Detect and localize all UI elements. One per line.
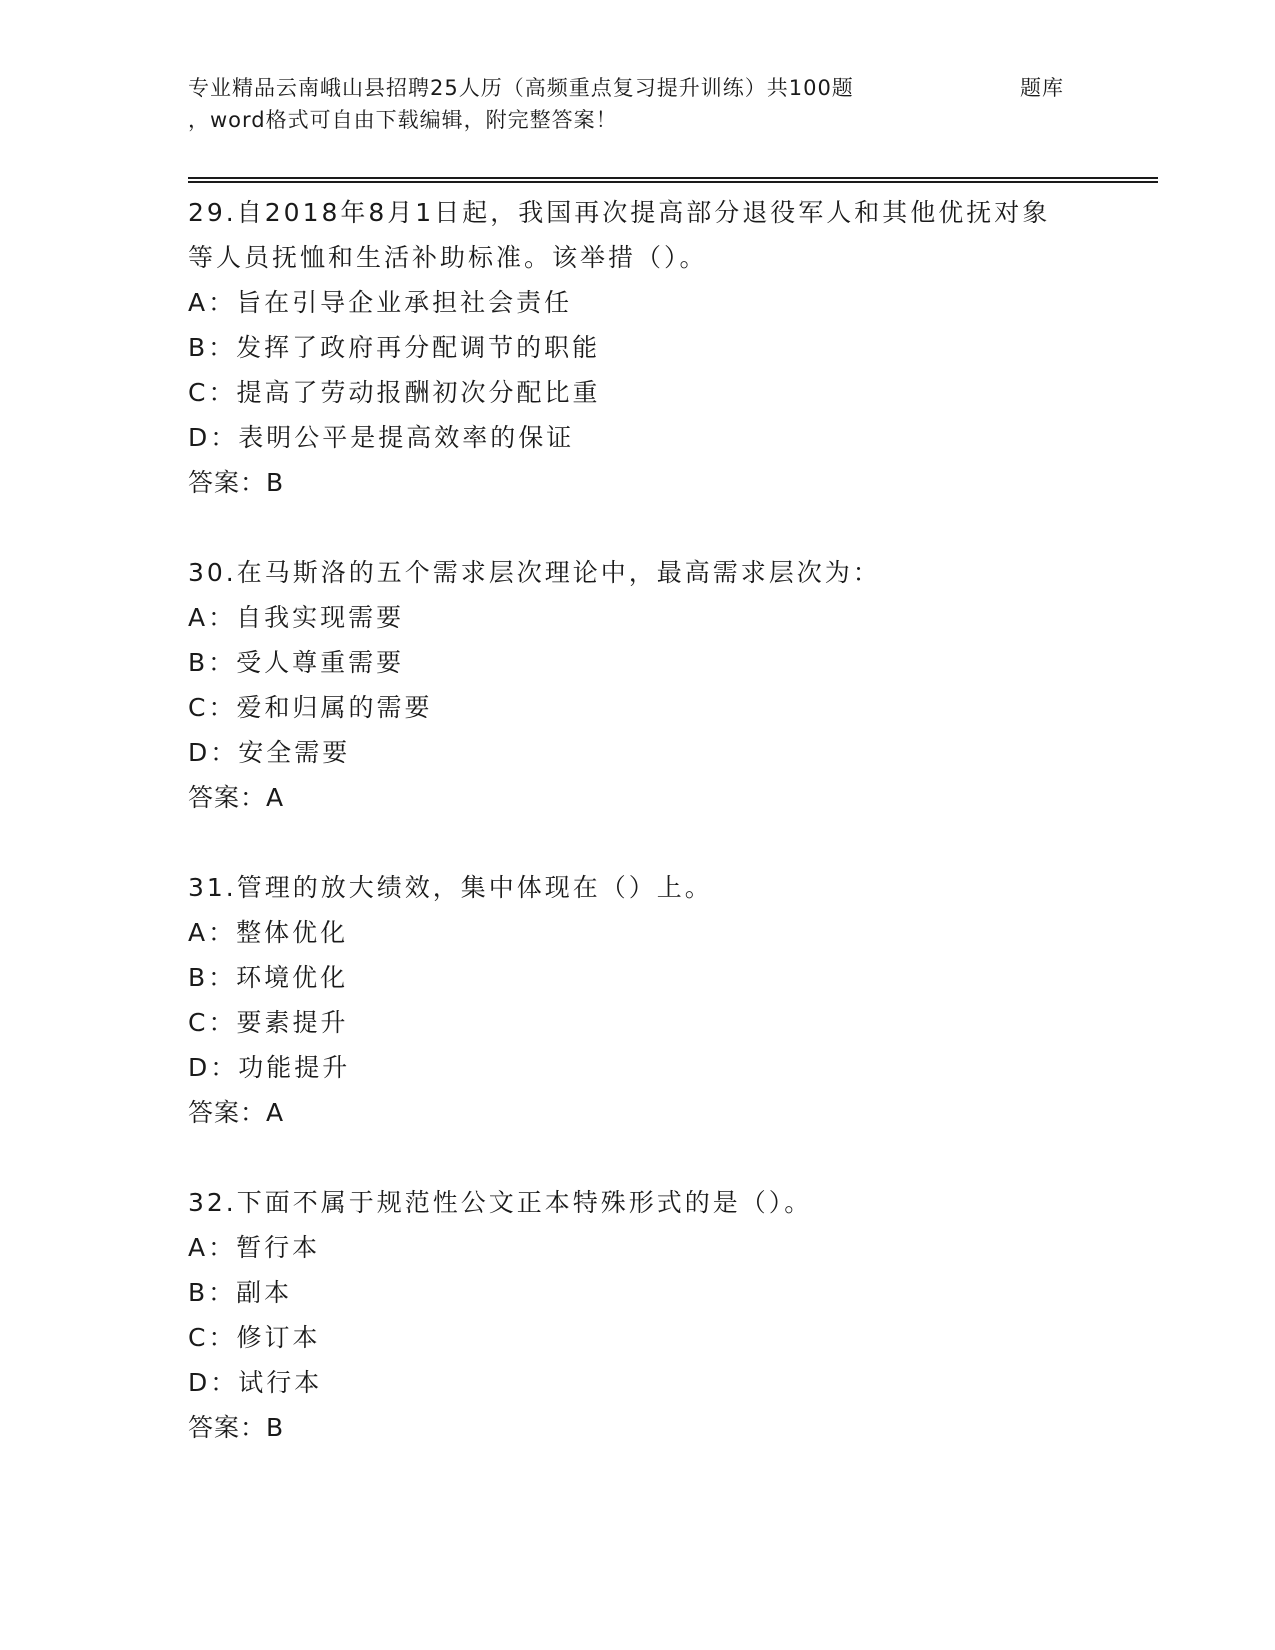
question-29 xyxy=(188,190,1148,505)
option-c: C：提高了劳动报酬初次分配比重 xyxy=(188,378,601,407)
question-31 xyxy=(188,865,1148,1135)
answer-line: 答案：B xyxy=(188,1413,285,1442)
answer-line: 答案：A xyxy=(188,1098,285,1127)
document-title: 专业精品云南峨山县招聘25人历（高频重点复习提升训练）共100题 xyxy=(188,76,854,100)
header-tag: 题库 xyxy=(1020,76,1064,100)
option-a: A：旨在引导企业承担社会责任 xyxy=(188,288,573,317)
answer-line: 答案：B xyxy=(188,468,285,497)
option-a: A：整体优化 xyxy=(188,918,349,947)
option-d: D：功能提升 xyxy=(188,1053,351,1082)
page-header xyxy=(188,72,1088,136)
option-a: A：暂行本 xyxy=(188,1233,321,1262)
option-d: D：表明公平是提高效率的保证 xyxy=(188,423,575,452)
answer-line: 答案：A xyxy=(188,783,285,812)
question-stem: 31.管理的放大绩效，集中体现在（）上。 xyxy=(188,873,713,902)
option-c: C：修订本 xyxy=(188,1323,321,1352)
option-d: D：安全需要 xyxy=(188,738,351,767)
question-stem: 32.下面不属于规范性公文正本特殊形式的是（）。 xyxy=(188,1188,813,1217)
option-b: B：环境优化 xyxy=(188,963,349,992)
question-stem: 29.自2018年8月1日起，我国再次提高部分退役军人和其他优抚对象等人员抚恤和生活补助标准。该举措（）。 xyxy=(188,198,1051,272)
header-line xyxy=(188,72,1088,104)
option-c: C：要素提升 xyxy=(188,1008,349,1037)
option-a: A：自我实现需要 xyxy=(188,603,405,632)
question-32 xyxy=(188,1180,1148,1450)
header-divider xyxy=(188,177,1158,183)
option-b: B：副本 xyxy=(188,1278,293,1307)
option-c: C：爱和归属的需要 xyxy=(188,693,433,722)
question-list xyxy=(188,190,1148,1495)
option-b: B：受人尊重需要 xyxy=(188,648,405,677)
option-b: B：发挥了政府再分配调节的职能 xyxy=(188,333,601,362)
option-d: D：试行本 xyxy=(188,1368,323,1397)
question-30 xyxy=(188,550,1148,820)
document-subtitle: ，word格式可自由下载编辑，附完整答案！ xyxy=(188,108,618,132)
question-stem: 30.在马斯洛的五个需求层次理论中，最高需求层次为： xyxy=(188,558,881,587)
